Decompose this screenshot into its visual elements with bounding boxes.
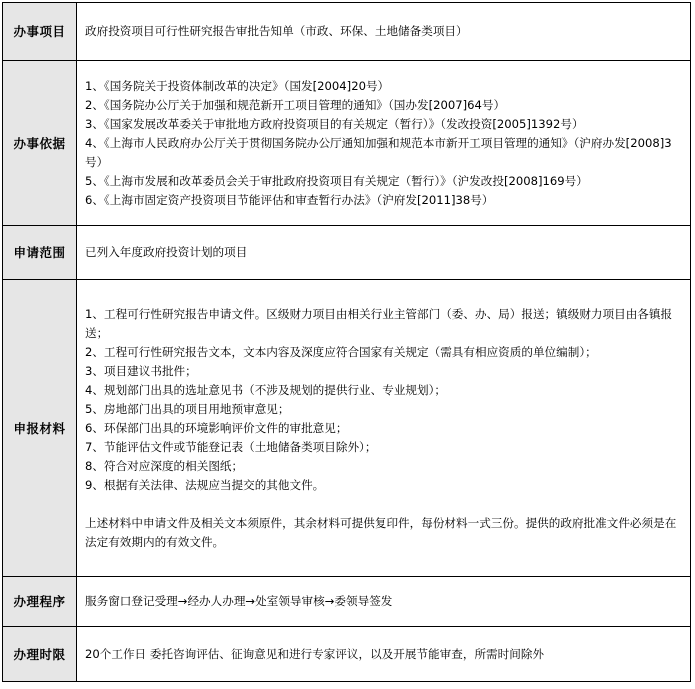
material-item: 9、根据有关法律、法规应当提交的其他文件。 (85, 477, 325, 492)
material-item: 5、房地部门出具的项目用地预审意见； (85, 401, 290, 416)
label-item: 办事项目 (3, 3, 77, 61)
basis-item: 5、《上海市发展和改革委员会关于审批政府投资项目有关规定（暂行）》（沪发改投[2008]169号） (85, 173, 588, 188)
basis-item: 4、《上海市人民政府办公厅关于贯彻国务院办公厅通知加强和规范本市新开工项目管理的通知》（沪府办发[2008]3号） (85, 135, 672, 169)
label-materials: 申报材料 (3, 280, 77, 577)
row-materials (3, 280, 691, 577)
material-item: 7、节能评估文件或节能登记表（土地储备类项目除外）； (85, 439, 377, 454)
basis-item: 2、《国务院办公厅关于加强和规范新开工项目管理的通知》（国办发[2007]64号） (85, 97, 506, 112)
materials-list (77, 280, 691, 577)
material-item: 3、项目建议书批件； (85, 363, 197, 378)
basis-list (77, 61, 691, 226)
item-text: 政府投资项目可行性研究报告审批告知单（市政、环保、土地储备类项目） (77, 3, 691, 61)
procedure-text: 服务窗口登记受理→经办人办理→处室领导审核→委领导签发 (77, 577, 691, 627)
row-time-limit (3, 627, 691, 682)
row-item (3, 3, 691, 61)
label-scope: 申请范围 (3, 226, 77, 280)
row-scope (3, 226, 691, 280)
material-item: 1、工程可行性研究报告申请文件。区级财力项目由相关行业主管部门（委、办、局）报送；镇级财力项目由各镇报送； (85, 306, 673, 340)
material-item: 8、符合对应深度的相关图纸； (85, 458, 244, 473)
material-item: 6、环保部门出具的环境影响评价文件的审批意见； (85, 420, 348, 435)
materials-note: 上述材料中申请文件及相关文本须原件，其余材料可提供复印件，每份材料一式三份。提供的政府批准文件必须是在法定有效期内的有效文件。 (85, 515, 677, 549)
scope-text: 已列入年度政府投资计划的项目 (77, 226, 691, 280)
material-item: 4、规划部门出具的选址意见书（不涉及规划的提供行业、专业规划）； (85, 382, 446, 397)
approval-notice-table (2, 2, 691, 682)
basis-item: 3、《国家发展改革委关于审批地方政府投资项目的有关规定（暂行）》（发改投资[2005]1392号） (85, 116, 584, 131)
basis-item: 1、《国务院关于投资体制改革的决定》（国发[2004]20号） (85, 78, 390, 93)
label-basis: 办事依据 (3, 61, 77, 226)
approval-notice-sheet (2, 2, 691, 685)
spacer (85, 495, 684, 514)
row-basis (3, 61, 691, 226)
basis-item: 6、《上海市固定资产投资项目节能评估和审查暂行办法》（沪府发[2011]38号） (85, 192, 494, 207)
label-time-limit: 办理时限 (3, 627, 77, 682)
label-procedure: 办理程序 (3, 577, 77, 627)
row-procedure (3, 577, 691, 627)
time-limit-text: 20个工作日 委托咨询评估、征询意见和进行专家评议，以及开展节能审查，所需时间除外 (77, 627, 691, 682)
material-item: 2、工程可行性研究报告文本，文本内容及深度应符合国家有关规定（需具有相应资质的单位编制）； (85, 344, 597, 359)
